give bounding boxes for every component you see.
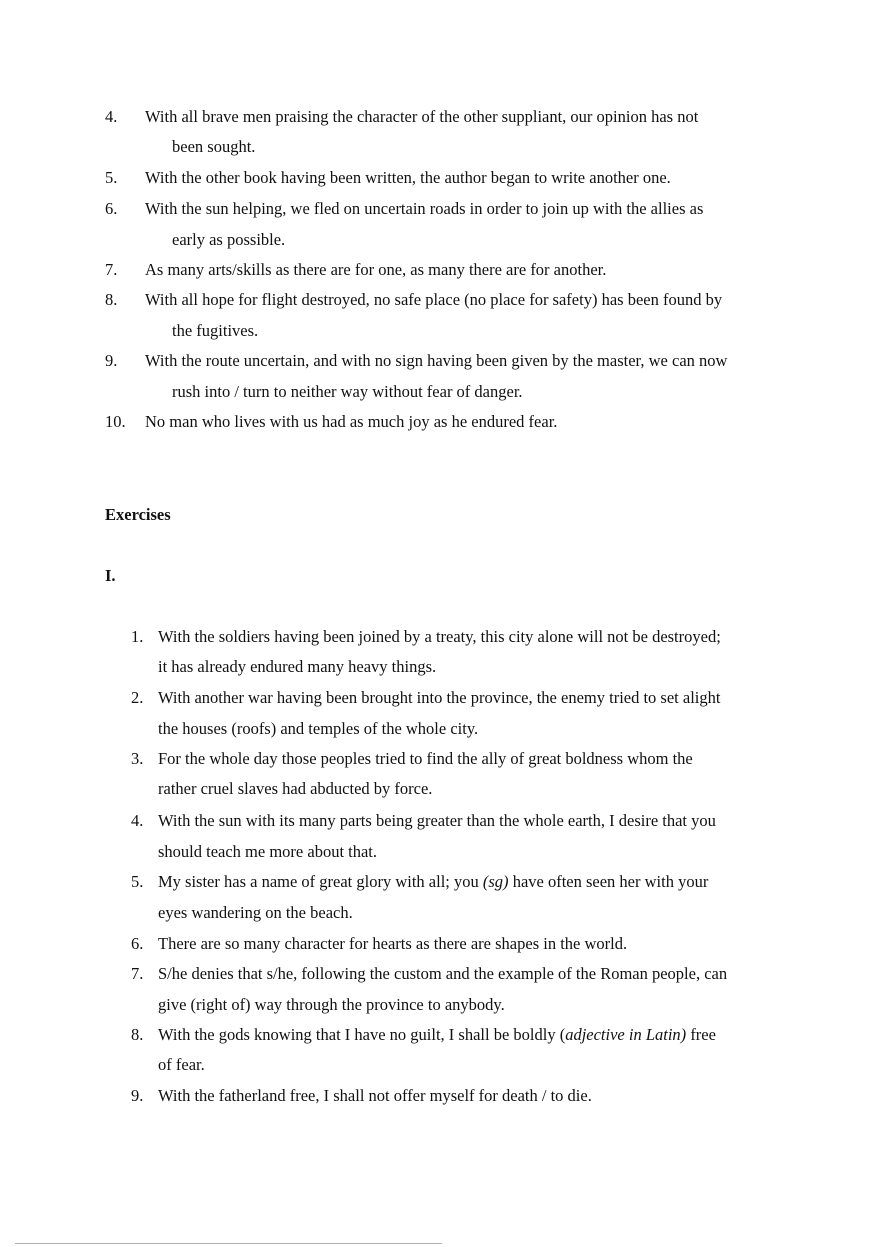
item-number: 3. (131, 749, 144, 768)
item-text: With another war having been brought into the province, the enemy tried to set alight (158, 688, 721, 707)
item-text: the fugitives. (172, 321, 259, 340)
item-text: rather cruel slaves had abducted by force. (158, 779, 433, 798)
item-text-italic: (sg) (482, 872, 509, 891)
item-text-part: My sister has a name of great glory with all; you (158, 872, 483, 891)
item-text: With the sun helping, we fled on uncertain roads in order to join up with the allies as (145, 199, 704, 218)
item-text: been sought. (172, 137, 256, 156)
footnote-divider (15, 1243, 442, 1244)
item-text-part: free (686, 1025, 716, 1044)
item-text: With the other book having been written, the author began to write another one. (145, 168, 671, 187)
item-text: There are so many character for hearts as there are shapes in the world. (158, 934, 628, 953)
item-text: No man who lives with us had as much joy as he endured fear. (145, 412, 558, 431)
item-text: of fear. (158, 1055, 205, 1074)
item-number: 2. (131, 688, 144, 707)
item-number: 4. (105, 107, 118, 126)
section-heading: Exercises (105, 505, 171, 524)
item-text: With all brave men praising the character of the other suppliant, our opinion has not (145, 107, 699, 126)
item-number: 8. (105, 290, 118, 309)
item-text: With the fatherland free, I shall not offer myself for death / to die. (158, 1086, 592, 1105)
item-number: 6. (105, 199, 118, 218)
item-text: With the sun with its many parts being greater than the whole earth, I desire that you (158, 811, 716, 830)
item-text (158, 1025, 716, 1045)
item-number: 5. (105, 168, 118, 187)
item-text-part: have often seen her with your (508, 872, 709, 891)
item-number: 9. (105, 351, 118, 370)
item-text: For the whole day those peoples tried to find the ally of great boldness whom the (158, 749, 693, 768)
item-number: 5. (131, 872, 144, 891)
item-number: 7. (131, 964, 144, 983)
item-text (158, 872, 708, 892)
item-number: 1. (131, 627, 144, 646)
item-text-part: With the gods knowing that I have no guilt, I shall be boldly ( (158, 1025, 566, 1044)
item-number: 6. (131, 934, 144, 953)
item-text: As many arts/skills as there are for one, as many there are for another. (145, 260, 607, 279)
item-text: rush into / turn to neither way without fear of danger. (172, 382, 523, 401)
item-text: should teach me more about that. (158, 842, 378, 861)
item-number: 10. (105, 412, 126, 431)
item-text: S/he denies that s/he, following the custom and the example of the Roman people, can (158, 964, 728, 983)
item-text: With the soldiers having been joined by a treaty, this city alone will not be destroyed; (158, 627, 721, 646)
item-number: 8. (131, 1025, 144, 1044)
item-number: 7. (105, 260, 118, 279)
item-text: the houses (roofs) and temples of the whole city. (158, 719, 479, 738)
item-number: 4. (131, 811, 144, 830)
item-number: 9. (131, 1086, 144, 1105)
item-text: give (right of) way through the province to anybody. (158, 995, 505, 1014)
item-text: eyes wandering on the beach. (158, 903, 353, 922)
section-label: I. (105, 566, 116, 585)
item-text: early as possible. (172, 230, 286, 249)
item-text: With the route uncertain, and with no sign having been given by the master, we can now (145, 351, 728, 370)
item-text-italic: adjective in Latin) (565, 1025, 687, 1044)
item-text: With all hope for flight destroyed, no safe place (no place for safety) has been found by (145, 290, 723, 309)
item-text: it has already endured many heavy things. (158, 657, 437, 676)
